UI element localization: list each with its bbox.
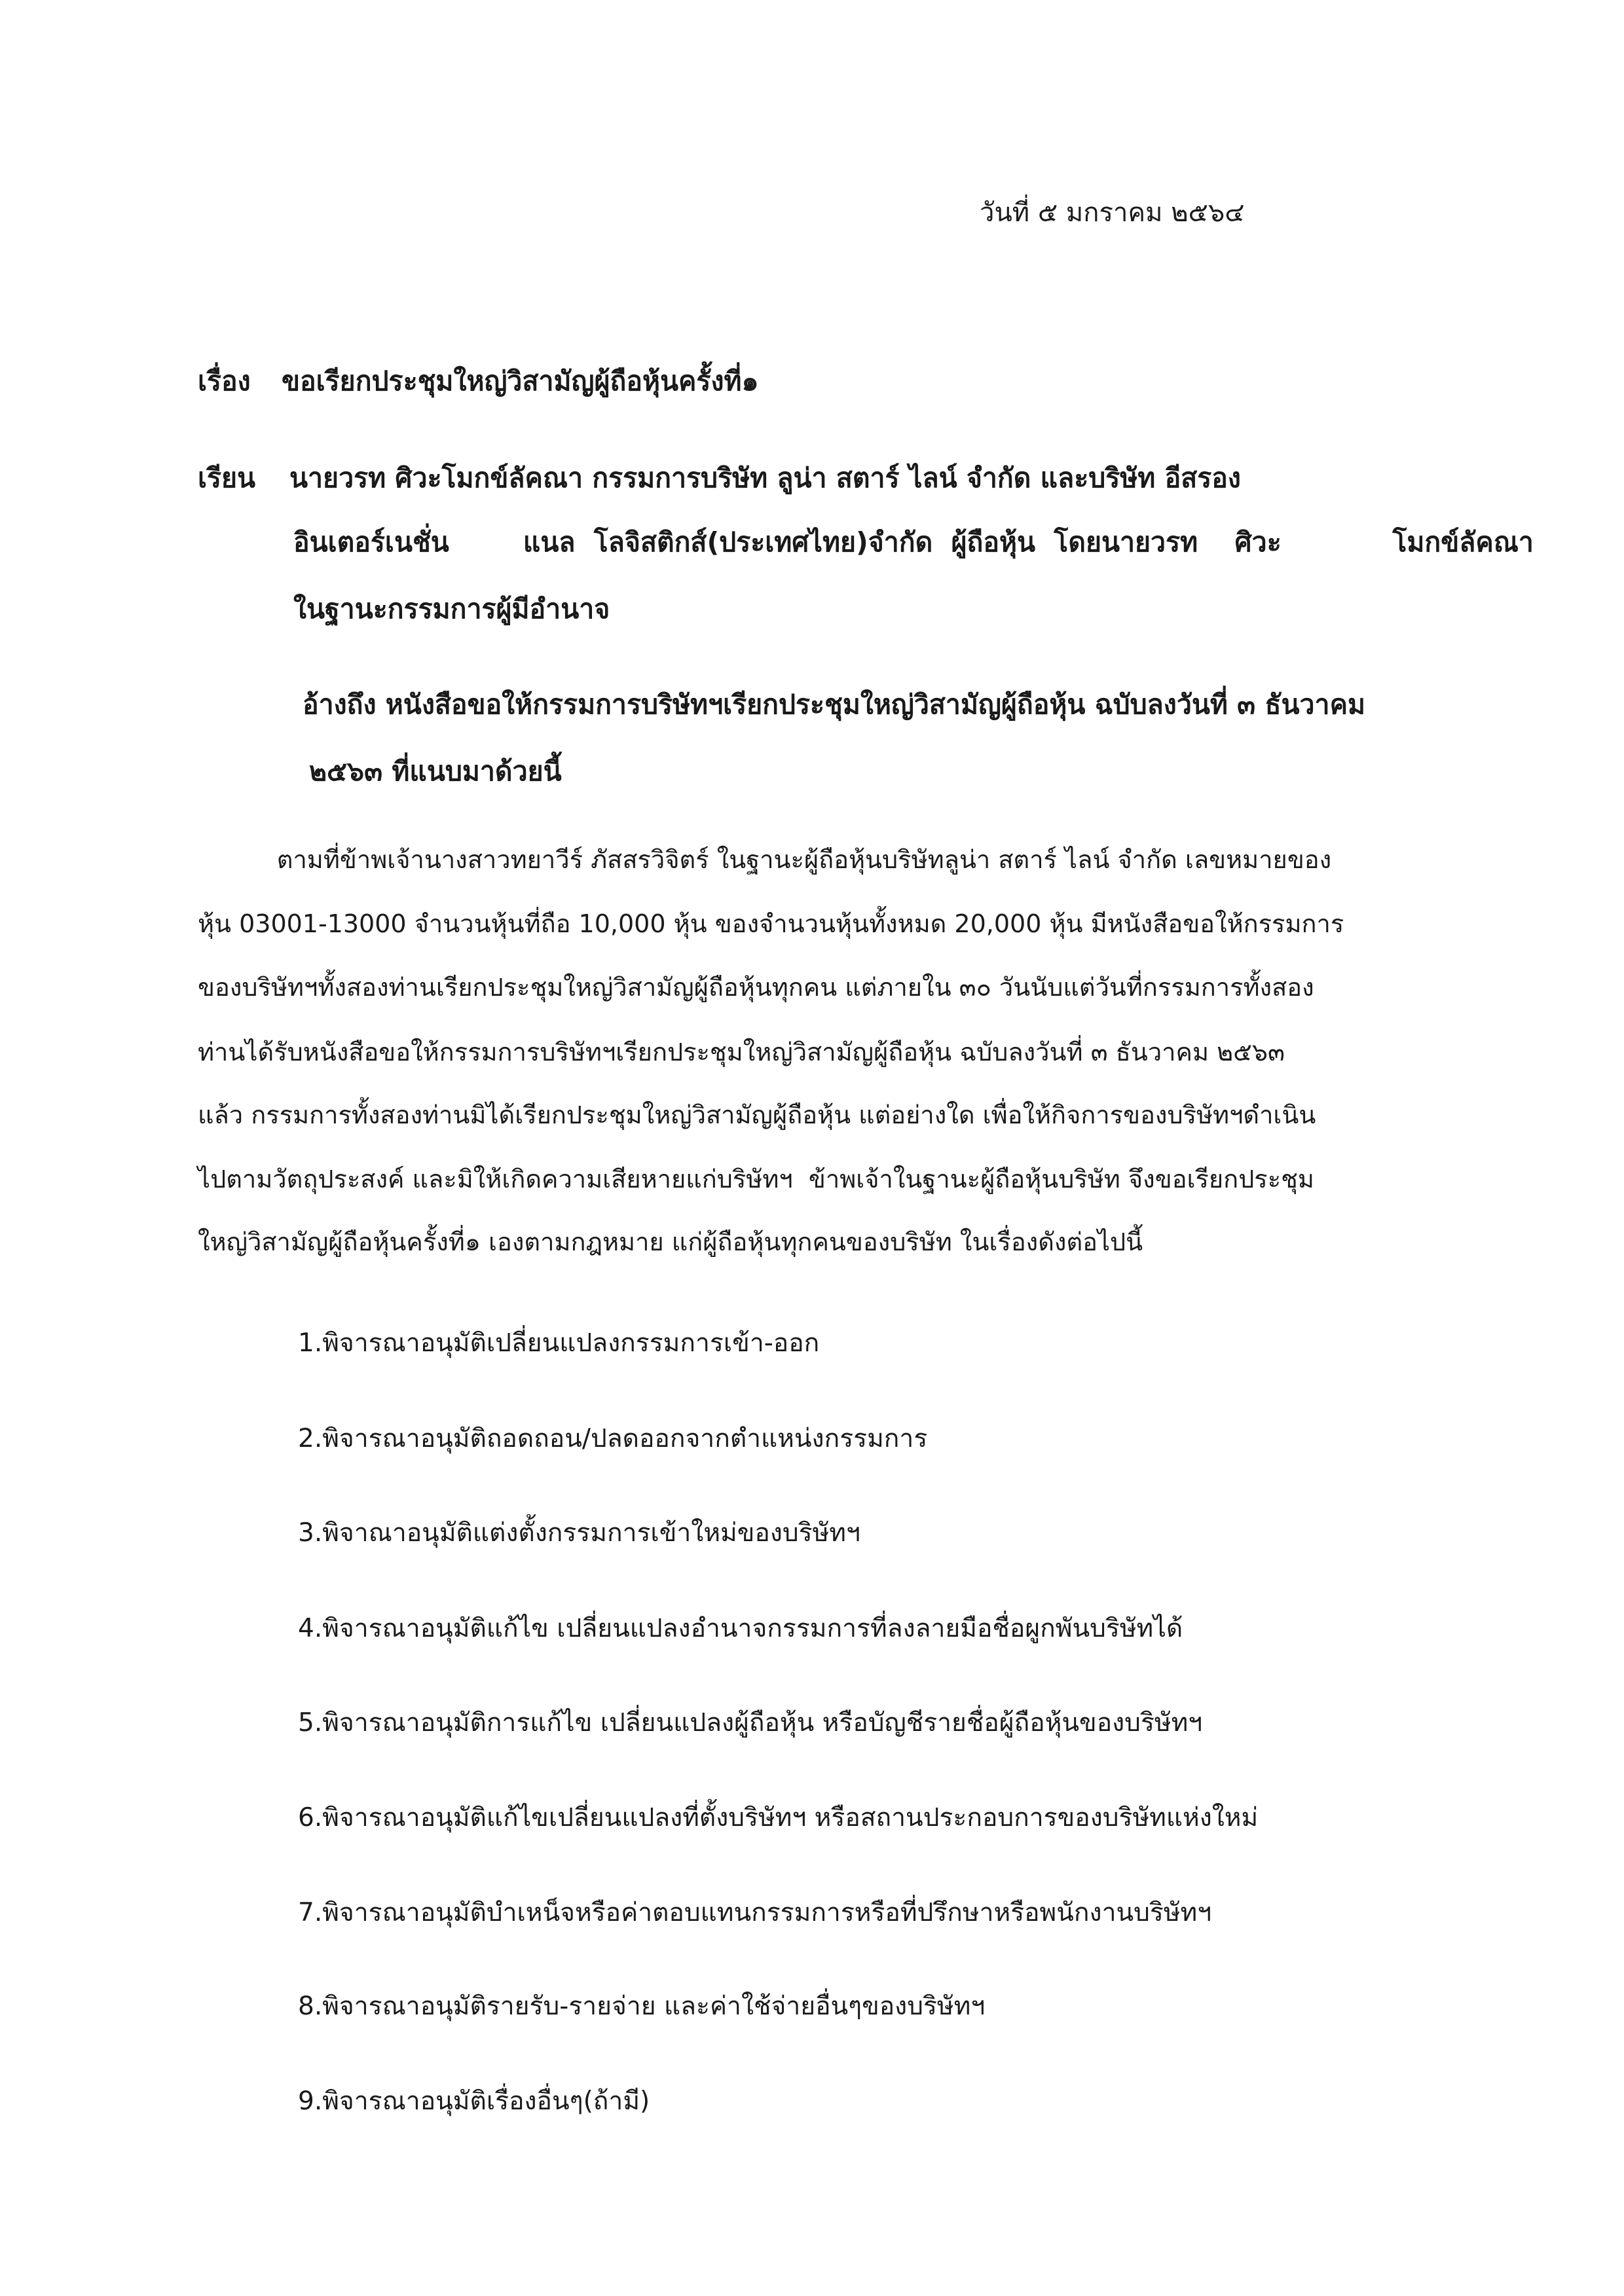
body-line: ท่านได้รับหนังสือขอให้กรรมการบริษัทฯเรียกประชุมใหญ่วิสามัญผู้ถือหุ้น ฉบับลงวันที่ ๓ ธันวาคม ๒๕๖๓	[198, 1038, 1285, 1066]
agenda-item: 6.พิจารณาอนุมัติแก้ไขเปลี่ยนแปลงที่ตั้งบริษัทฯ หรือสถานประกอบการของบริษัทแห่งใหม่	[298, 1803, 1259, 1832]
body-line: ใหญ่วิสามัญผู้ถือหุ้นครั้งที่๑ เองตามกฎหมาย แก่ผู้ถือหุ้นทุกคนของบริษัท ในเรื่องดังต่อไปนี้	[198, 1228, 1143, 1256]
agenda-item: 7.พิจารณาอนุมัติบำเหน็จหรือค่าตอบแทนกรรมการหรือที่ปรึกษาหรือพนักงานบริษัทฯ	[298, 1898, 1212, 1927]
agenda-item: 9.พิจารณาอนุมัติเรื่องอื่นๆ(ถ้ามี)	[298, 2086, 650, 2116]
addressee-text-1: นายวรท ศิวะโมกข์ลัคณา กรรมการบริษัท ลูน่า สตาร์ ไลน์ จำกัด และบริษัท อีสรอง	[289, 462, 1241, 494]
reference-line-2: ๒๕๖๓ ที่แนบมาด้วยนี้	[309, 756, 562, 787]
body-line: แล้ว กรรมการทั้งสองท่านมิได้เรียกประชุมใหญ่วิสามัญผู้ถือหุ้น แต่อย่างใด เพื่อให้กิจการของบริษัทฯดำเนิน	[198, 1101, 1316, 1129]
addressee-line-2: อินเตอร์เนชั่น แนล โลจิสติกส์(ประเทศไทย)จำกัด ผู้ถือหุ้น โดยนายวรท ศิวะ โมกข์ลัคณา	[293, 526, 1534, 558]
body-line: ของบริษัทฯทั้งสองท่านเรียกประชุมใหญ่วิสามัญผู้ถือหุ้นทุกคน แต่ภายใน ๓๐ วันนับแต่วันที่กรรมการทั้งสอง	[198, 973, 1314, 1002]
agenda-item: 3.พิจาณาอนุมัติแต่งตั้งกรรมการเข้าใหม่ของบริษัทฯ	[298, 1518, 860, 1548]
letter-date: วันที่ ๕ มกราคม ๒๕๖๔	[980, 198, 1245, 228]
subject-label: เรื่อง	[198, 365, 251, 397]
body-line: ตามที่ข้าพเจ้านางสาวทยาวีร์ ภัสสรวิจิตร์ ในฐานะผู้ถือหุ้นบริษัทลูน่า สตาร์ ไลน์ จำกัด เลขหมายของ	[198, 845, 1332, 874]
subject-line	[198, 360, 759, 403]
agenda-item: 4.พิจารณาอนุมัติแก้ไข เปลี่ยนแปลงอำนาจกรรมการที่ลงลายมือชื่อผูกพันบริษัทได้	[298, 1614, 1183, 1643]
reference-line-1: อ้างถึง หนังสือขอให้กรรมการบริษัทฯเรียกประชุมใหญ่วิสามัญผู้ถือหุ้น ฉบับลงวันที่ ๓ ธันวาคม	[303, 689, 1366, 720]
addressee-label: เรียน	[198, 462, 256, 494]
body-line: ไปตามวัตถุประสงค์ และมิให้เกิดความเสียหายแก่บริษัทฯ ข้าพเจ้าในฐานะผู้ถือหุ้นบริษัท จึงขอเรียกประชุม	[198, 1165, 1314, 1194]
agenda-item: 8.พิจารณาอนุมัติรายรับ-รายจ่าย และค่าใช้จ่ายอื่นๆของบริษัทฯ	[298, 1992, 986, 2021]
addressee-line-3: ในฐานะกรรมการผู้มีอำนาจ	[293, 593, 610, 625]
body-line: หุ้น 03001-13000 จำนวนหุ้นที่ถือ 10,000 หุ้น ของจำนวนหุ้นทั้งหมด 20,000 หุ้น มีหนังสือขอให้กรรมการ	[198, 909, 1344, 938]
subject-text: ขอเรียกประชุมใหญ่วิสามัญผู้ถือหุ้นครั้งที่๑	[282, 365, 759, 397]
agenda-item: 2.พิจารณาอนุมัติถอดถอน/ปลดออกจากตำแหน่งกรรมการ	[298, 1424, 928, 1453]
agenda-item: 1.พิจารณาอนุมัติเปลี่ยนแปลงกรรมการเข้า-ออก	[298, 1328, 820, 1358]
agenda-item: 5.พิจารณาอนุมัติการแก้ไข เปลี่ยนแปลงผู้ถือหุ้น หรือบัญชีรายชื่อผู้ถือหุ้นของบริษัทฯ	[298, 1708, 1203, 1738]
addressee-line-1	[198, 457, 1241, 500]
